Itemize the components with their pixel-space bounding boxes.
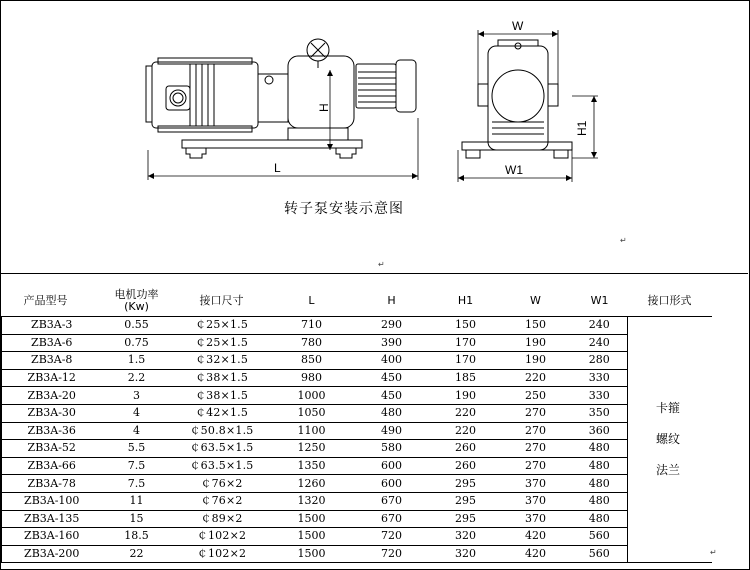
cell-power: 1.5 [102, 352, 172, 370]
connection-flange: 法兰 [656, 463, 681, 478]
header-power-line1: 电机功率 [114, 288, 159, 301]
cell-model: ZB3A-36 [2, 422, 102, 440]
table-row [2, 369, 712, 387]
cell-h: 600 [352, 457, 432, 475]
cell-l: 1000 [272, 387, 352, 405]
header-l: L [308, 294, 315, 307]
cell-model: ZB3A-8 [2, 352, 102, 370]
dim-w-label: W [512, 19, 524, 33]
table-row [2, 352, 712, 370]
cell-w: 270 [500, 404, 572, 422]
cell-port: ￠89×2 [172, 510, 272, 528]
connection-types [628, 317, 712, 563]
header-connection: 接口形式 [647, 294, 692, 307]
cell-h: 670 [352, 510, 432, 528]
cell-model: ZB3A-20 [2, 387, 102, 405]
base-plate [182, 140, 362, 148]
cell-power: 7.5 [102, 475, 172, 493]
cell-model: ZB3A-52 [2, 440, 102, 458]
dim-w1-label: W1 [505, 163, 523, 177]
cell-l: 780 [272, 334, 352, 352]
cell-h: 450 [352, 369, 432, 387]
table-row [2, 457, 712, 475]
header-h1: H1 [457, 294, 474, 307]
cell-h1: 170 [432, 352, 500, 370]
cell-h1: 260 [432, 457, 500, 475]
cell-power: 3 [102, 387, 172, 405]
cell-w: 370 [500, 492, 572, 510]
cell-power: 11 [102, 492, 172, 510]
foot-left [186, 148, 206, 158]
foot-right [336, 148, 356, 158]
table-row [2, 440, 712, 458]
cell-port: ￠102×2 [172, 528, 272, 546]
cell-l: 710 [272, 317, 352, 335]
cell-w1: 480 [572, 440, 628, 458]
cell-h1: 295 [432, 510, 500, 528]
cell-port: ￠38×1.5 [172, 387, 272, 405]
cell-model: ZB3A-100 [2, 492, 102, 510]
cell-w: 150 [500, 317, 572, 335]
spec-table [1, 286, 712, 563]
cell-w1: 480 [572, 475, 628, 493]
cell-w1: 330 [572, 387, 628, 405]
cell-model: ZB3A-160 [2, 528, 102, 546]
cell-w1: 480 [572, 510, 628, 528]
return-mark: ↵ [620, 236, 627, 245]
table-row [2, 334, 712, 352]
cell-h1: 185 [432, 369, 500, 387]
cell-w1: 240 [572, 334, 628, 352]
cell-model: ZB3A-30 [2, 404, 102, 422]
cell-port: ￠76×2 [172, 475, 272, 493]
cell-l: 1350 [272, 457, 352, 475]
cell-l: 1260 [272, 475, 352, 493]
cell-h1: 295 [432, 475, 500, 493]
end-view-port-right [548, 84, 558, 106]
cell-w1: 480 [572, 457, 628, 475]
gearbox [288, 56, 354, 128]
table-row [2, 317, 712, 335]
cell-power: 0.55 [102, 317, 172, 335]
cell-h1: 320 [432, 545, 500, 563]
cell-l: 1500 [272, 545, 352, 563]
cell-w: 420 [500, 545, 572, 563]
return-mark: ↵ [710, 548, 717, 557]
cell-port: ￠50.8×1.5 [172, 422, 272, 440]
cell-w: 250 [500, 387, 572, 405]
cell-h: 400 [352, 352, 432, 370]
cell-h: 480 [352, 404, 432, 422]
cell-power: 4 [102, 404, 172, 422]
cell-h: 720 [352, 545, 432, 563]
cell-w: 370 [500, 510, 572, 528]
pump-top-rib [158, 58, 252, 64]
cell-port: ￠42×1.5 [172, 404, 272, 422]
dim-h1-label: H1 [575, 120, 589, 136]
cell-power: 0.75 [102, 334, 172, 352]
cell-w: 190 [500, 334, 572, 352]
cell-h: 290 [352, 317, 432, 335]
cell-w: 270 [500, 440, 572, 458]
header-port: 接口尺寸 [199, 294, 244, 307]
cell-port: ￠38×1.5 [172, 369, 272, 387]
cell-h1: 260 [432, 440, 500, 458]
table-row [2, 387, 712, 405]
cell-port: ￠25×1.5 [172, 334, 272, 352]
cell-l: 1320 [272, 492, 352, 510]
cell-h1: 220 [432, 404, 500, 422]
cell-h: 390 [352, 334, 432, 352]
cell-w: 420 [500, 528, 572, 546]
connection-clamp: 卡箍 [656, 401, 681, 416]
cell-w1: 350 [572, 404, 628, 422]
cell-port: ￠102×2 [172, 545, 272, 563]
dim-h-label: H [317, 103, 331, 112]
cell-power: 2.2 [102, 369, 172, 387]
table-row [2, 510, 712, 528]
cell-w1: 330 [572, 369, 628, 387]
cell-model: ZB3A-6 [2, 334, 102, 352]
cell-l: 980 [272, 369, 352, 387]
table-row [2, 475, 712, 493]
cell-w: 370 [500, 475, 572, 493]
cell-model: ZB3A-78 [2, 475, 102, 493]
cell-h1: 295 [432, 492, 500, 510]
cell-power: 7.5 [102, 457, 172, 475]
header-power-line2: (Kw) [124, 300, 149, 313]
drawing-caption: 转子泵安装示意图 [284, 201, 404, 217]
pedestal [288, 128, 348, 140]
cell-model: ZB3A-200 [2, 545, 102, 563]
pump-cover [146, 66, 152, 122]
cell-power: 4 [102, 422, 172, 440]
cell-w1: 560 [572, 545, 628, 563]
cell-h1: 190 [432, 387, 500, 405]
cell-w1: 280 [572, 352, 628, 370]
table-row [2, 492, 712, 510]
cell-w: 190 [500, 352, 572, 370]
cell-h: 600 [352, 475, 432, 493]
header-model: 产品型号 [23, 294, 68, 307]
cell-h1: 220 [432, 422, 500, 440]
table-row [2, 422, 712, 440]
table-row [2, 404, 712, 422]
cell-l: 850 [272, 352, 352, 370]
cell-l: 1050 [272, 404, 352, 422]
cell-h: 720 [352, 528, 432, 546]
cell-power: 15 [102, 510, 172, 528]
cell-model: ZB3A-66 [2, 457, 102, 475]
pump-head [152, 62, 258, 128]
motor-end-cap [396, 60, 416, 112]
cell-port: ￠25×1.5 [172, 317, 272, 335]
end-view-port-left [478, 84, 488, 106]
cell-w1: 560 [572, 528, 628, 546]
cell-port: ￠63.5×1.5 [172, 457, 272, 475]
cell-power: 5.5 [102, 440, 172, 458]
end-view-rotor [492, 70, 544, 122]
header-w: W [530, 294, 541, 307]
cell-l: 1500 [272, 528, 352, 546]
cell-h: 580 [352, 440, 432, 458]
cell-h: 490 [352, 422, 432, 440]
pump-installation-drawing [0, 0, 750, 272]
cell-port: ￠76×2 [172, 492, 272, 510]
dim-l-label: L [274, 161, 281, 175]
header-h: H [387, 294, 396, 307]
section-divider [1, 273, 748, 274]
connection-thread: 螺纹 [656, 432, 681, 447]
cell-model: ZB3A-135 [2, 510, 102, 528]
return-mark: ↵ [378, 260, 385, 269]
cell-w1: 480 [572, 492, 628, 510]
table-row [2, 545, 712, 563]
pump-bottom-rib [158, 126, 252, 132]
cell-w1: 360 [572, 422, 628, 440]
port-circle [170, 90, 186, 106]
header-w1: W1 [590, 294, 609, 307]
cell-h1: 150 [432, 317, 500, 335]
cell-l: 1100 [272, 422, 352, 440]
cell-w: 270 [500, 422, 572, 440]
cell-l: 1500 [272, 510, 352, 528]
end-view-base [462, 142, 572, 150]
cell-h1: 170 [432, 334, 500, 352]
cell-model: ZB3A-3 [2, 317, 102, 335]
cell-port: ￠32×1.5 [172, 352, 272, 370]
cell-model: ZB3A-12 [2, 369, 102, 387]
cell-port: ￠63.5×1.5 [172, 440, 272, 458]
cell-w: 220 [500, 369, 572, 387]
header-power [102, 286, 172, 317]
cell-w: 270 [500, 457, 572, 475]
cell-l: 1250 [272, 440, 352, 458]
cell-h: 450 [352, 387, 432, 405]
table-row [2, 528, 712, 546]
motor-body [356, 64, 396, 108]
cell-h1: 320 [432, 528, 500, 546]
cell-power: 22 [102, 545, 172, 563]
cell-h: 670 [352, 492, 432, 510]
cell-w1: 240 [572, 317, 628, 335]
cell-power: 18.5 [102, 528, 172, 546]
